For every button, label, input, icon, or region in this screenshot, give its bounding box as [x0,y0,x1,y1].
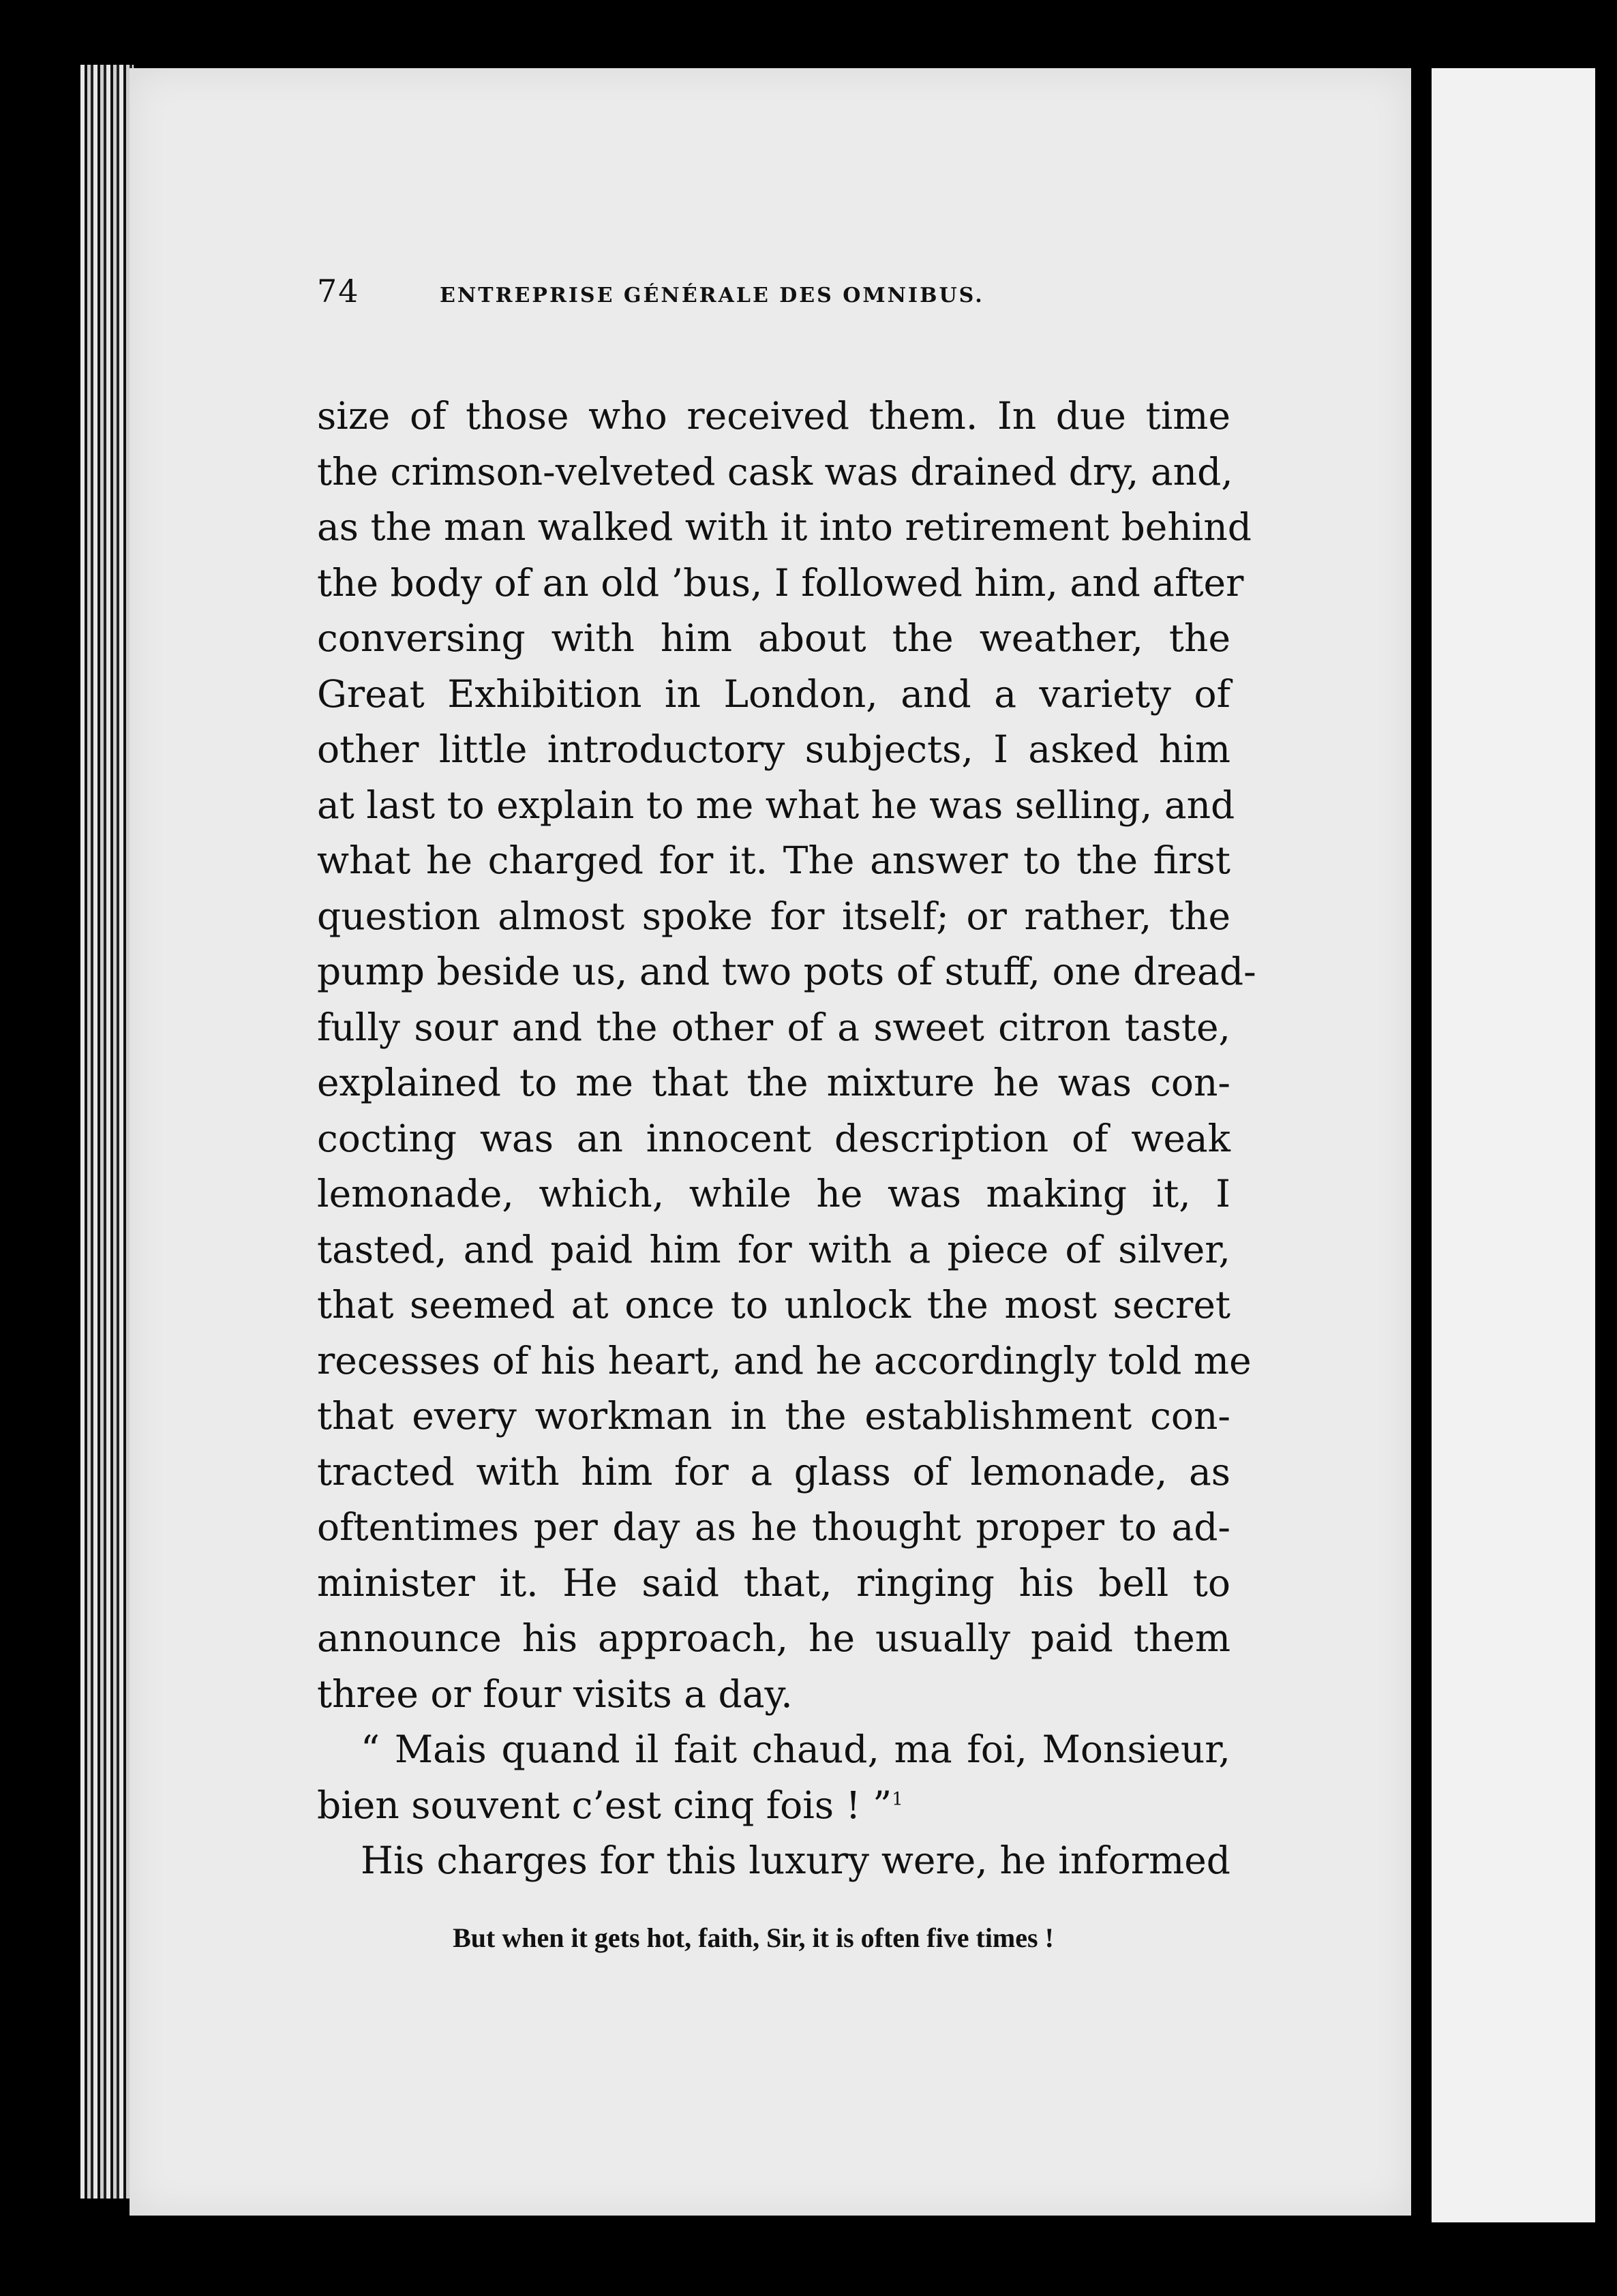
text-line: tracted with him for a glass of lemonade, as [317,1449,1230,1494]
quote-line [317,1778,1230,1834]
footnote-marker: 1 [892,1789,903,1810]
running-head [317,273,1230,320]
text-line: the crimson-velveted cask was drained dry, and, [317,449,1233,494]
text-line: that seemed at once to unlock the most secret [317,1283,1230,1327]
book-binding-edge [80,65,134,2199]
text-line: the body of an old ’bus, I followed him, and after [317,560,1244,605]
text-line: tasted, and paid him for with a piece of silver, [317,1227,1230,1271]
text-line: other little introductory subjects, I asked him [317,727,1230,771]
quote-text: bien souvent c’est cinq fois ! ” [317,1783,892,1827]
text-line: Great Exhibition in London, and a variety of [317,671,1230,716]
text-line: that every workman in the establishment con- [317,1394,1230,1438]
footnote: But when it gets hot, faith, Sir, it is often five times ! [453,1922,1054,1953]
text-line: His charges for this luxury were, he informed [361,1839,1230,1882]
text-line: announce his approach, he usually paid them [317,1616,1230,1660]
page-content [317,273,1256,1954]
text-line: what he charged for it. The answer to the first [317,839,1230,882]
text-line: question almost spoke for itself; or rather, the [317,894,1230,938]
running-title: ENTREPRISE GÉNÉRALE DES OMNIBUS. [440,284,984,307]
text-line: pump beside us, and two pots of stuff, one dread- [317,950,1256,993]
adjacent-page [1432,68,1595,2222]
quote-line: “ Mais quand il fait chaud, ma foi, Monsieur, [361,1727,1230,1771]
body-text [317,389,1256,1889]
text-line: explained to me that the mixture he was con- [317,1061,1230,1104]
text-line: lemonade, which, while he was making it, I [317,1172,1230,1215]
text-line: minister it. He said that, ringing his bell to [317,1560,1230,1605]
page-number: 74 [317,273,360,309]
text-line: as the man walked with it into retirement behind [317,505,1252,549]
page-gutter [1411,65,1429,2226]
text-line: size of those who received them. In due time [317,394,1230,438]
text-line: conversing with him about the weather, the [317,616,1230,660]
text-line: recesses of his heart, and he accordingly told me [317,1338,1252,1383]
text-line: fully sour and the other of a sweet citron taste, [317,1005,1230,1049]
text-line: cocting was an innocent description of weak [317,1116,1230,1160]
text-line: three or four visits a day. [317,1672,793,1716]
text-line: oftentimes per day as he thought proper to ad- [317,1505,1230,1549]
text-line: at last to explain to me what he was selling, and [317,783,1235,827]
